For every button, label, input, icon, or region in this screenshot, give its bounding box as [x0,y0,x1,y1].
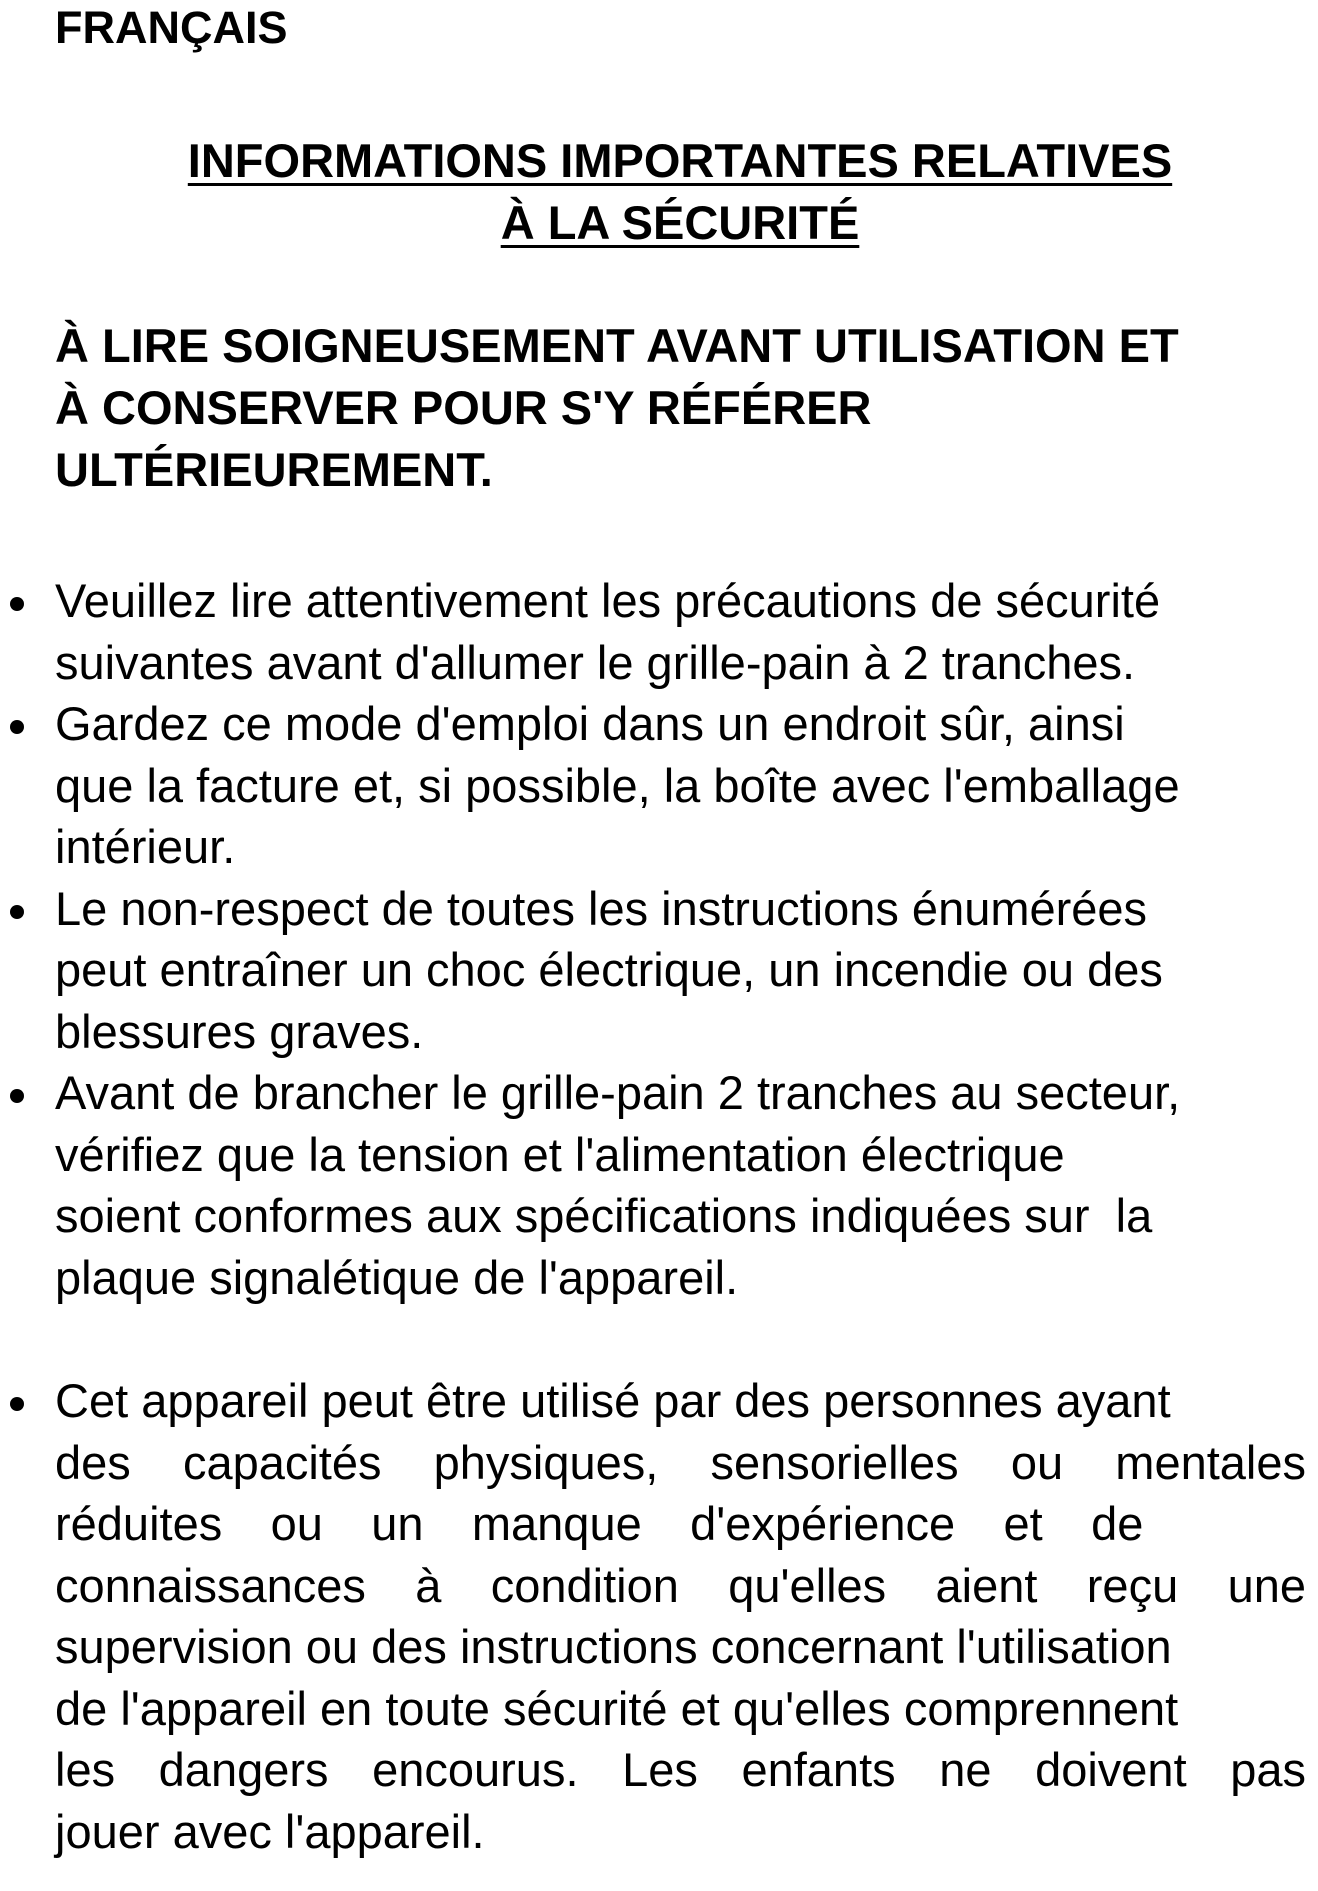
safety-bullet-item [0,878,1318,1063]
bullet-text-line: Gardez ce mode d'emploi dans un endroit sûr, ainsi [55,697,1125,750]
bullet-text-line: Veuillez lire attentivement les précautions de sécurité [55,574,1161,627]
bullet-text-line: suivantes avant d'allumer le grille-pain à 2 tranches. [55,635,1136,689]
bullet-text-line: plaque signalétique de l'appareil. [55,1250,739,1304]
bullet-dot-icon [10,720,24,734]
safety-bullet-list [0,570,1318,1862]
bullet-text-line: intérieur. [55,820,236,873]
safety-bullet-item [0,1062,1318,1308]
bullet-dot-icon [10,1397,24,1411]
bullet-text-line: soient conformes aux spécifications indiquées sur la [55,1189,1153,1242]
read-instruction-line: À CONSERVER POUR S'Y RÉFÉRER [55,381,872,434]
bullet-dot-icon [10,905,24,919]
safety-title-line: À LA SÉCURITÉ [500,196,860,249]
bullet-text-line: connaissances à condition qu'elles aient reçu une [55,1558,1306,1612]
bullet-dot-icon [10,1089,24,1103]
bullet-text-line: Avant de brancher le grille-pain 2 tranches au secteur, [55,1066,1181,1119]
language-heading: FRANÇAIS [55,2,288,53]
bullet-text-line: Cet appareil peut être utilisé par des personnes ayant [55,1374,1171,1427]
read-instruction [55,315,1305,501]
section-spacer [0,1308,1318,1370]
bullet-text-line: vérifiez que la tension et l'alimentation électrique [55,1127,1065,1181]
bullet-text-line: que la facture et, si possible, la boîte avec l'emballage [55,758,1180,812]
safety-bullet-item [0,1370,1318,1862]
bullet-text-line: des capacités physiques, sensorielles ou mentales [55,1435,1306,1489]
bullet-text-line: blessures graves. [55,1004,424,1058]
bullet-text-line: supervision ou des instructions concernant l'utilisation [55,1620,1172,1673]
safety-bullet-item [0,693,1318,878]
bullet-text-line: de l'appareil en toute sécurité et qu'elles comprennent [55,1681,1179,1735]
bullet-text-line: jouer avec l'appareil. [55,1804,485,1858]
bullet-text-line: Le non-respect de toutes les instructions énumérées [55,881,1148,935]
bullet-dot-icon [10,597,24,611]
read-instruction-line: À LIRE SOIGNEUSEMENT AVANT UTILISATION ET [55,319,1179,372]
bullet-text-line: les dangers encourus. Les enfants ne doivent pas [55,1743,1306,1796]
safety-title [55,130,1305,254]
bullet-text-line: réduites ou un manque d'expérience et de [55,1497,1144,1550]
safety-title-line: INFORMATIONS IMPORTANTES RELATIVES [187,134,1173,187]
bullet-text-line: peut entraîner un choc électrique, un incendie ou des [55,943,1163,996]
safety-bullet-item [0,570,1318,693]
read-instruction-line: ULTÉRIEUREMENT. [55,443,493,496]
